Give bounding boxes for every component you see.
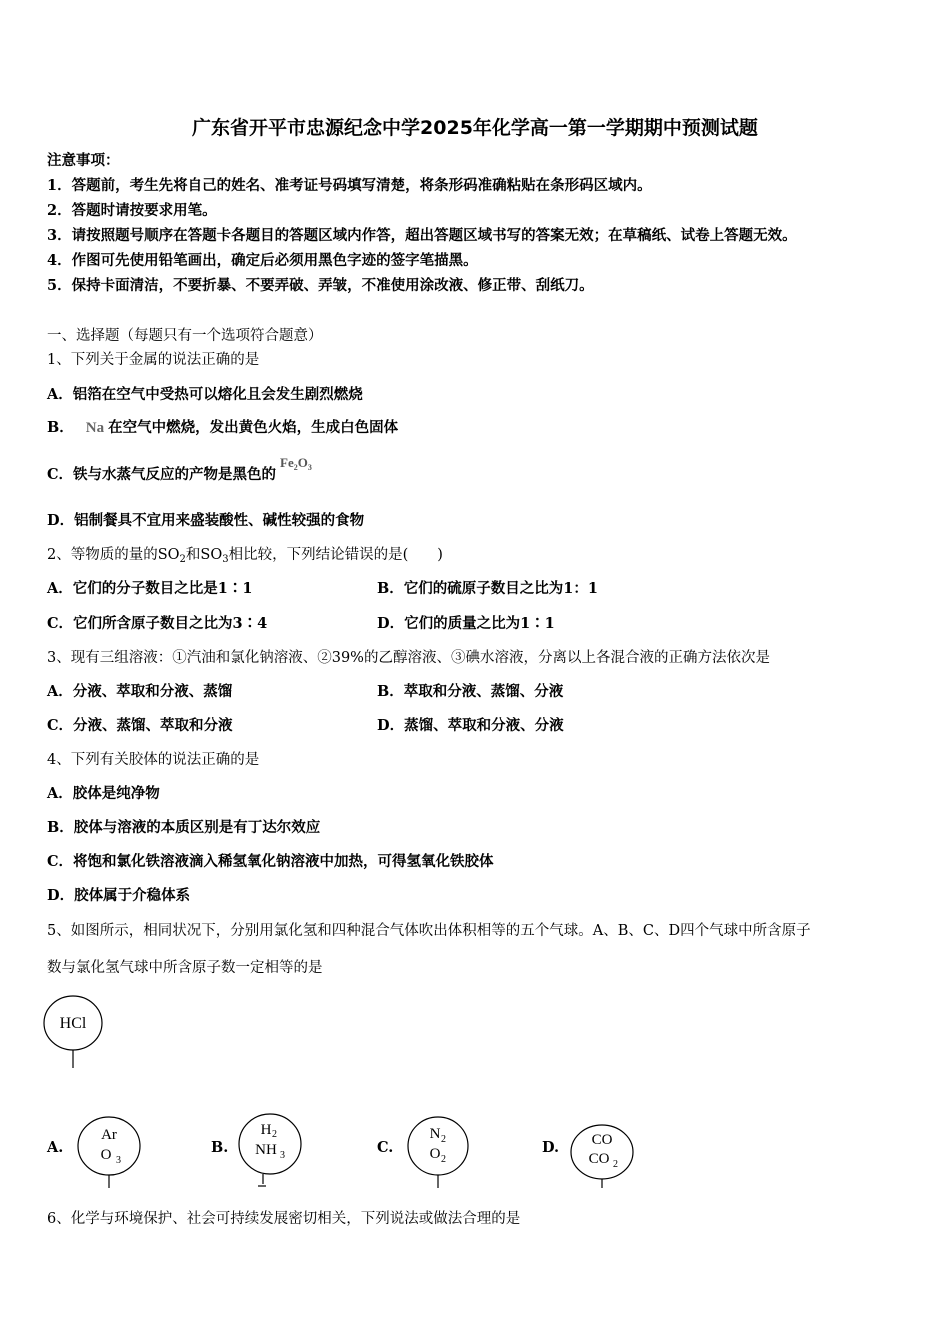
svg-text:3: 3 xyxy=(280,1150,285,1161)
balloon-a xyxy=(76,1114,144,1190)
q1-option-d: D．铝制餐具不宜用来盛装酸性、碱性较强的食物 xyxy=(47,512,365,529)
balloon-b xyxy=(236,1110,306,1190)
fe2o3-formula: $Fe_2O_3$ xyxy=(280,455,312,472)
svg-text:3: 3 xyxy=(116,1155,121,1166)
q1-option-c: C．铁与水蒸气反应的产物是黑色的$Fe_2O_3$ xyxy=(47,455,312,483)
svg-text:NH: NH xyxy=(255,1142,277,1158)
svg-text:CO: CO xyxy=(588,1151,610,1167)
q3-option-c: C．分液、蒸馏、萃取和分液 xyxy=(47,717,233,734)
q2-option-d: D．它们的质量之比为1∶1 xyxy=(377,615,555,632)
svg-text:2: 2 xyxy=(613,1159,618,1170)
na-formula: Na xyxy=(85,420,105,436)
svg-text:2: 2 xyxy=(441,1134,446,1145)
q2-stem: 2、等物质的量的$SO_2$和$SO_3$相比较，下列结论错误的是( ) xyxy=(47,547,443,565)
q2-option-b: B．它们的硫原子数目之比为1：1 xyxy=(377,580,598,597)
q2-option-a: A．它们的分子数目之比是1∶1 xyxy=(47,580,253,597)
balloon-c-label: C. xyxy=(377,1139,394,1156)
svg-text:H: H xyxy=(260,1122,272,1138)
page-title: 广东省开平市忠源纪念中学2025年化学高一第一学期期中预测试题 xyxy=(192,117,758,139)
hcl-label: HCl xyxy=(59,1015,87,1032)
notice-heading: 注意事项： xyxy=(47,152,120,169)
section-heading: 一、选择题（每题只有一个选项符合题意） xyxy=(47,328,323,344)
q5-stem-line2: 数与氯化氢气球中所含原子数一定相等的是 xyxy=(47,960,323,976)
q3-option-a: A．分液、萃取和分液、蒸馏 xyxy=(47,683,233,700)
q3-stem: 3、现有三组溶液：①汽油和氯化钠溶液、②39%的乙醇溶液、③碘水溶液，分离以上各混合液的正确方法依次是 xyxy=(47,650,770,666)
svg-text:O: O xyxy=(100,1147,112,1163)
balloon-c xyxy=(405,1114,473,1190)
q4-option-b: B．胶体与溶液的本质区别是有丁达尔效应 xyxy=(47,819,321,836)
q4-stem: 4、下列有关胶体的说法正确的是 xyxy=(47,752,260,768)
notice-item-5: 5．保持卡面清洁，不要折暴、不要弄破、弄皱，不准使用涂改液、修正带、刮纸刀。 xyxy=(47,277,594,294)
q1-option-a: A．铝箔在空气中受热可以熔化且会发生剧烈燃烧 xyxy=(47,386,363,403)
balloon-d-label: D. xyxy=(542,1139,560,1156)
svg-text:CO: CO xyxy=(591,1132,613,1148)
q5-stem-line1: 5、如图所示，相同状况下，分别用氯化氢和四种混合气体吹出体积相等的五个气球。A、B、C、D四个气球中所含原子 xyxy=(47,923,811,939)
notice-item-2: 2．答题时请按要求用笔。 xyxy=(47,202,217,219)
q4-option-d: D．胶体属于介稳体系 xyxy=(47,887,191,904)
svg-text:2: 2 xyxy=(441,1154,446,1165)
q1-option-b: B． Na 在空气中燃烧，发出黄色火焰，生成白色固体 xyxy=(47,419,399,436)
svg-text:N: N xyxy=(429,1126,441,1142)
balloon-a-label: A. xyxy=(47,1139,64,1156)
notice-item-1: 1．答题前，考生先将自己的姓名、准考证号码填写清楚，将条形码准确粘贴在条形码区域内。 xyxy=(47,177,652,194)
svg-text:2: 2 xyxy=(272,1129,277,1140)
svg-text:O: O xyxy=(429,1146,441,1162)
q4-option-a: A．胶体是纯净物 xyxy=(47,785,160,802)
q3-option-d: D．蒸馏、萃取和分液、分液 xyxy=(377,717,564,734)
q4-option-c: C．将饱和氯化铁溶液滴入稀氢氧化钠溶液中加热，可得氢氧化铁胶体 xyxy=(47,853,494,870)
q3-option-b: B．萃取和分液、蒸馏、分液 xyxy=(377,683,564,700)
balloon-d xyxy=(568,1122,642,1190)
hcl-balloon xyxy=(42,994,108,1070)
svg-text:Ar: Ar xyxy=(101,1127,117,1143)
notice-item-3: 3．请按照题号顺序在答题卡各题目的答题区域内作答，超出答题区域书写的答案无效；在草稿纸、试卷上答题无效。 xyxy=(47,227,797,244)
notice-item-4: 4．作图可先使用铅笔画出，确定后必须用黑色字迹的签字笔描黑。 xyxy=(47,252,478,269)
q2-option-c: C．它们所含原子数目之比为3∶4 xyxy=(47,615,268,632)
q6-stem: 6、化学与环境保护、社会可持续发展密切相关，下列说法或做法合理的是 xyxy=(47,1211,521,1227)
balloon-b-label: B. xyxy=(211,1139,229,1156)
q1-stem: 1、下列关于金属的说法正确的是 xyxy=(47,352,260,368)
